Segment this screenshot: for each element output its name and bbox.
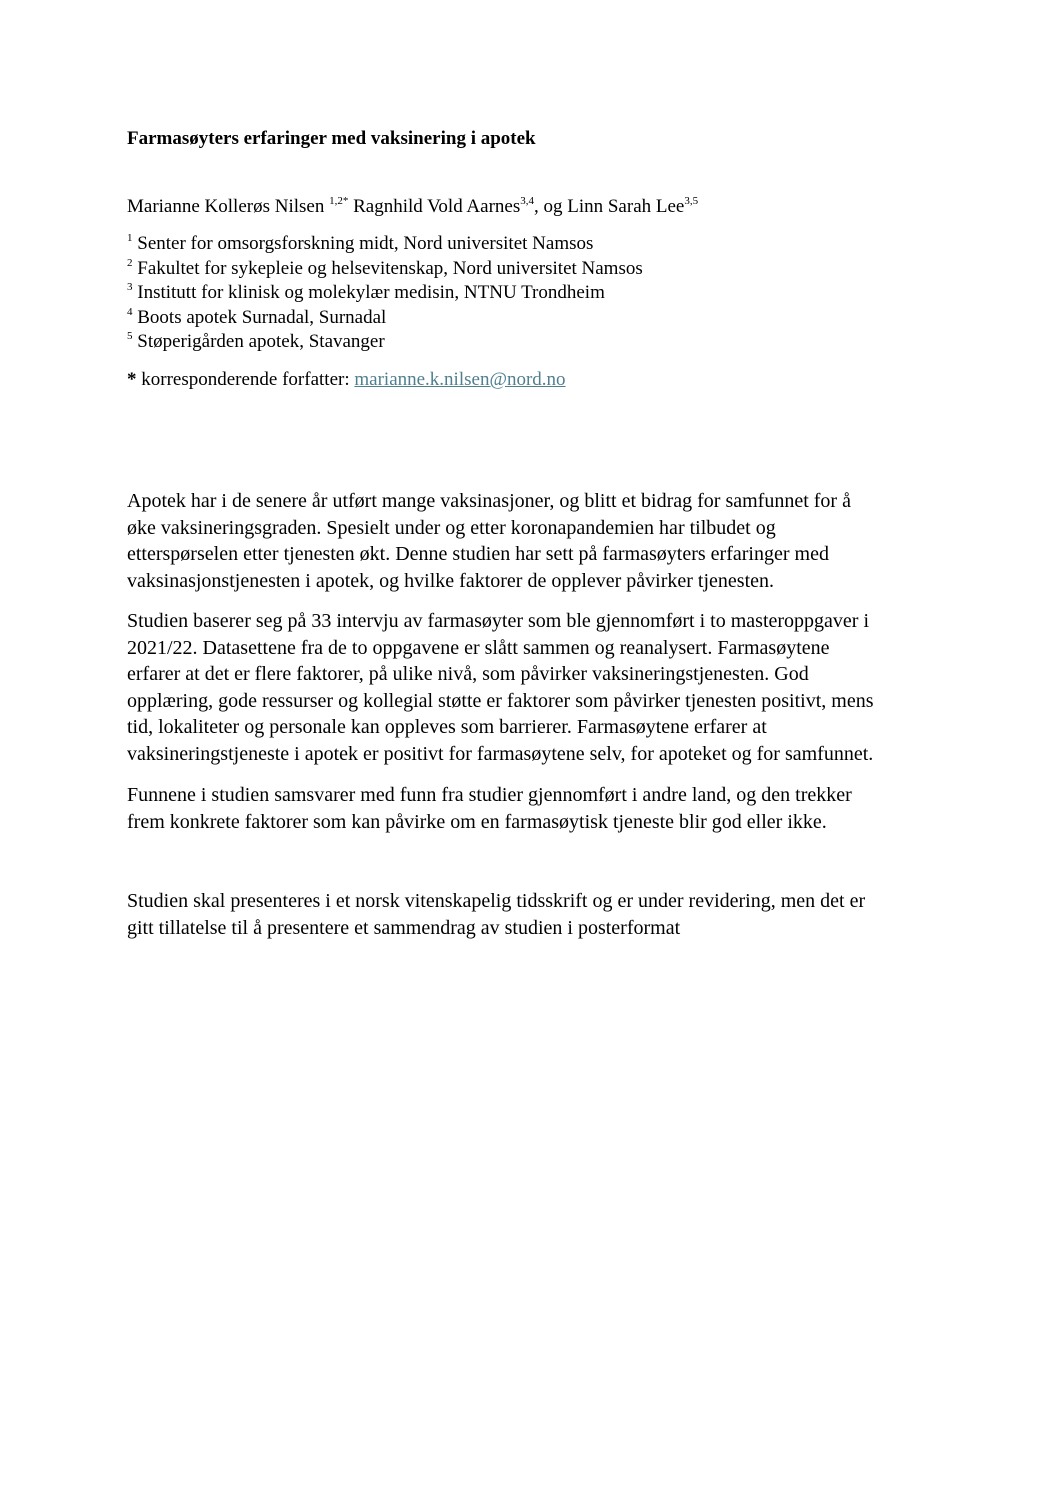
affiliation-item (127, 257, 643, 282)
affiliation-text: Senter for omsorgsforskning midt, Nord universitet Namsos (132, 233, 594, 254)
author-line (127, 196, 698, 218)
abstract-paragraph-methods-results (127, 608, 927, 767)
paragraph-line: gitt tillatelse til å presentere et sammendrag av studien i posterformat (127, 916, 681, 939)
paragraph-line: Apotek har i de senere år utført mange vaksinasjoner, og blitt et bidrag for samfunnet for å (127, 490, 851, 512)
affiliation-text: Fakultet for sykepleie og helsevitenskap, Nord universitet Namsos (132, 257, 643, 279)
corresponding-star: * (127, 369, 137, 390)
document-title: Farmasøyters erfaringer med vaksinering i apotek (127, 128, 536, 149)
publication-note (127, 888, 927, 941)
author-superscript: 3,5 (684, 195, 699, 207)
affiliation-number: 1 (127, 232, 133, 244)
paragraph-line: Funnene i studien samsvarer med funn fra studier gjennomført i andre land, og den trekker (127, 784, 852, 806)
affiliation-text: Institutt for klinisk og molekylær medisin, NTNU Trondheim (132, 282, 605, 303)
corresponding-label: korresponderende forfatter: (136, 369, 355, 390)
email-link[interactable]: marianne.k.nilsen@nord.no (354, 369, 566, 390)
paragraph-line: Studien skal presenteres i et norsk vitenskapelig tidsskrift og er under revidering, men det er (127, 890, 866, 912)
affiliation-item (127, 281, 643, 306)
paragraph-line: frem konkrete faktorer som kan påvirke om en farmasøytisk tjeneste blir god eller ikke. (127, 810, 827, 833)
paragraph-line: opplæring, gode ressurser og kollegial støtte er faktorer som påvirker tjenesten positivt, mens (127, 689, 874, 712)
affiliation-text: Støperigården apotek, Stavanger (132, 331, 385, 352)
affiliation-number: 3 (127, 281, 133, 293)
affiliation-number: 4 (127, 305, 133, 318)
author-name: Marianne Kollerøs Nilsen (127, 196, 330, 217)
affiliation-text: Boots apotek Surnadal, Surnadal (132, 306, 387, 328)
author-name: , og Linn Sarah Lee (533, 196, 685, 217)
author-superscript: 3,4 (520, 195, 534, 207)
author-name: Ragnhild Vold Aarnes (348, 196, 521, 217)
abstract-paragraph-conclusion (127, 782, 927, 835)
affiliation-list (127, 232, 643, 355)
affiliation-number: 2 (127, 256, 133, 269)
affiliation-number: 5 (127, 330, 133, 342)
paragraph-line: etterspørselen etter tjenesten økt. Denne studien har sett på farmasøyters erfaringer med (127, 543, 829, 565)
affiliation-item (127, 232, 643, 257)
affiliation-item (127, 306, 643, 331)
abstract-paragraph-intro (127, 488, 927, 594)
author-superscript: 1,2* (329, 195, 349, 207)
paragraph-line: 2021/22. Datasettene fra de to oppgavene er slått sammen og reanalysert. Farmasøytene (127, 636, 830, 659)
paragraph-line: øke vaksineringsgraden. Spesielt under og etter koronapandemien har tilbudet og (127, 516, 776, 539)
paragraph-line: erfarer at det er flere faktorer, på ulike nivå, som påvirker vaksineringstjenesten. God (127, 663, 809, 685)
paragraph-line: vaksinasjonstjenesten i apotek, og hvilke faktorer de opplever påvirker tjenesten. (127, 569, 775, 592)
paragraph-line: tid, lokaliteter og personale kan oppleves som barrierer. Farmasøytene erfarer at (127, 716, 767, 738)
paragraph-line: vaksineringstjeneste i apotek er positivt for farmasøytene selv, for apoteket og for samfunnet. (127, 742, 874, 765)
affiliation-item (127, 330, 643, 355)
paragraph-line: Studien baserer seg på 33 intervju av farmasøyter som ble gjennomført i to masteroppgaver i (127, 610, 870, 632)
corresponding-author (127, 369, 566, 391)
